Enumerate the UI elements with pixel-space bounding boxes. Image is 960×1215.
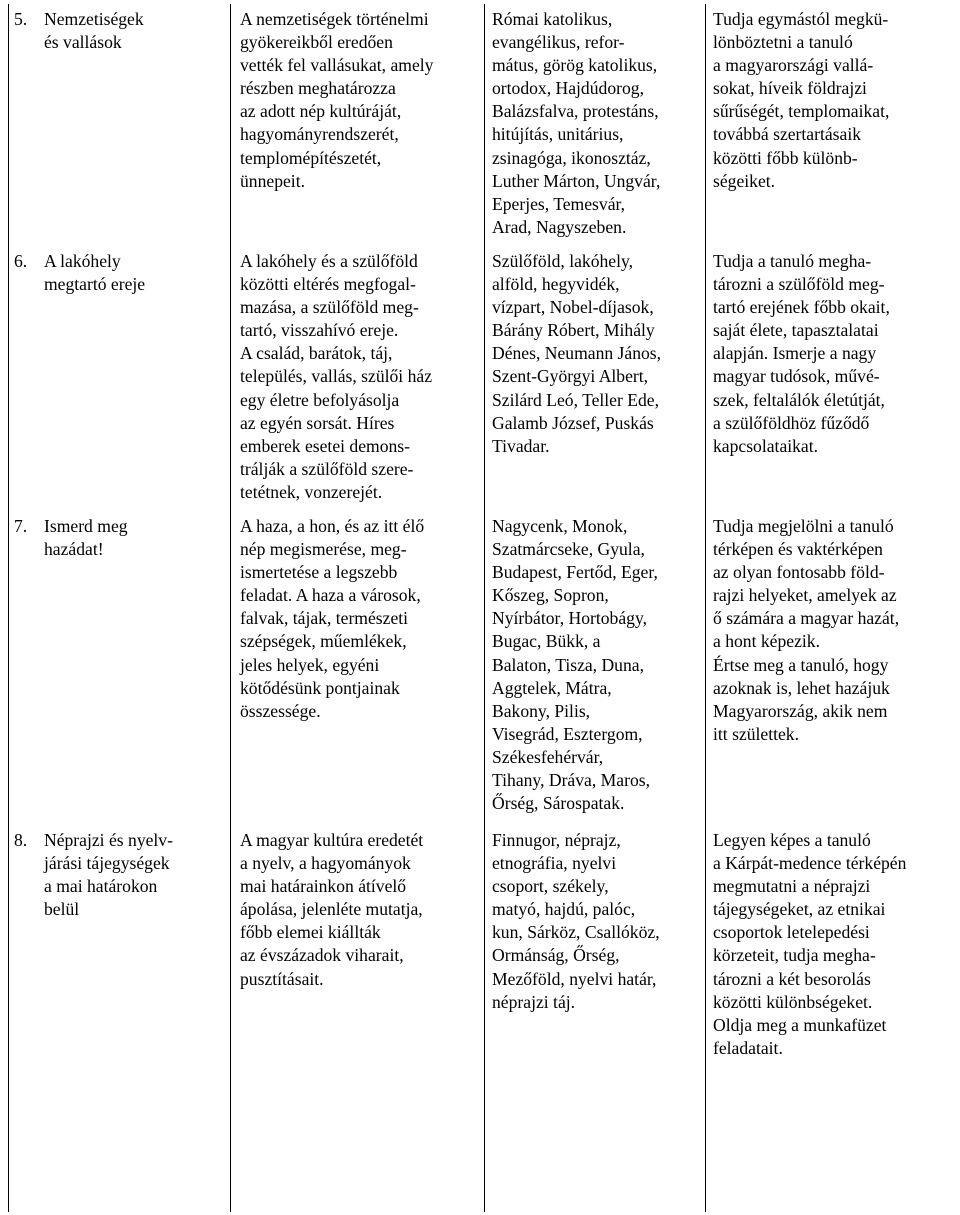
requirements-cell: Tudja egymástól megkü- lönböztetni a tanuló a magyarországi vallá- sokat, híveik földrajzi sűrűségét, templomaikat, továbbá szertartásaik közötti főbb különb- ségeiket. — [713, 9, 890, 191]
topic-title: A lakóhely megtartó ereje — [44, 251, 146, 295]
topic-number: 5. — [14, 9, 28, 29]
concepts-cell: Nagycenk, Monok, Szatmárcseke, Gyula, Budapest, Fertőd, Eger, Kőszeg, Sopron, Nyírbátor, Hortobágy, Bugac, Bükk, a Balaton, Tisza, Duna, Aggtelek, Mátra, Bakony, Pilis, Visegrád, Esztergom, Székesfehérvár, Tihany, Dráva, Maros, Őrség, Sárospatak. — [492, 516, 658, 814]
curriculum-table-page — [8, 4, 959, 1212]
topic-number: 8. — [14, 830, 28, 850]
concepts-cell: Szülőföld, lakóhely, alföld, hegyvidék, vízpart, Nobel-díjasok, Bárány Róbert, Mihály Dénes, Neumann János, Szent-Györgyi Albert, Szilárd Leó, Teller Ede, Galamb József, Puskás Tivadar. — [492, 251, 662, 456]
topic-row-7 — [14, 515, 128, 561]
column-topic — [9, 4, 231, 1212]
content-cell: A haza, a hon, és az itt élő nép megismerése, meg- ismertetése a legszebb feladat. A haza a városok, falvak, tájak, természeti szépségek, műemlékek, jeles helyek, egyéni kötődésünk pontjainak összessége. — [240, 516, 425, 721]
concepts-cell: Finnugor, néprajz, etnográfia, nyelvi csoport, székely, matyó, hajdú, palóc, kun, Sárköz, Csallóköz, Ormánság, Őrség, Mezőföld, nyelvi határ, néprajzi táj. — [492, 830, 660, 1012]
topic-row-5 — [14, 8, 144, 54]
content-cell: A lakóhely és a szülőföld közötti eltérés megfogal- mazása, a szülőföld meg- tartó, visszahívó ereje. A család, barátok, táj, település, vallás, szülői ház egy életre befolyásolja az egyén sorsát. Híres emberek esetei demons- trálják a szülőföld szere- tetétnek, vonzerejét. — [240, 251, 433, 502]
topic-row-8 — [14, 829, 173, 921]
topic-title: Nemzetiségek és vallások — [44, 9, 144, 53]
content-cell: A nemzetiségek történelmi gyökereikből eredően vették fel vallásukat, amely részben meghatározza az adott nép kultúráját, hagyományrendszerét, templomépítészetét, ünnepeit. — [240, 9, 434, 191]
topic-row-6 — [14, 250, 145, 296]
topic-title: Néprajzi és nyelv- járási tájegységek a mai határokon belül — [44, 830, 173, 920]
concepts-cell: Római katolikus, evangélikus, refor- mátus, görög katolikus, ortodox, Hajdúdorog, Balázsfalva, protestáns, hitújítás, unitárius, zsinagóga, ikonosztáz, Luther Márton, Ungvár, Eperjes, Temesvár, Arad, Nagyszeben. — [492, 9, 661, 237]
topic-number: 7. — [14, 516, 28, 536]
requirements-cell: Tudja megjelölni a tanuló térképen és vaktérképen az olyan fontosabb föld- rajzi helyeket, amelyek az ő számára a magyar hazát, a hont képezik. Értse meg a tanuló, hogy azoknak is, lehet hazájuk Magyarország, akik nem itt születtek. — [713, 516, 900, 744]
topic-title: Ismerd meg hazádat! — [44, 516, 128, 560]
requirements-cell: Legyen képes a tanuló a Kárpát-medence térképén megmutatni a néprajzi tájegységeket, az etnikai csoportok letelepedési körzeteit, tudja megha- tározni a két besorolás közötti különbségeket. Oldja meg a munkafüzet feladatait. — [713, 830, 907, 1058]
requirements-cell: Tudja a tanuló megha- tározni a szülőföld meg- tartó erejének főbb okait, saját élete, tapasztalatai alapján. Ismerje a nagy magyar tudósok, művé- szek, feltalálók életútját, a szülőföldhöz fűződő kapcsolataikat. — [713, 251, 890, 456]
topic-number: 6. — [14, 251, 28, 271]
content-cell: A magyar kultúra eredetét a nyelv, a hagyományok mai határainkon átívelő ápolása, jelenléte mutatja, főbb elemei kiállták az évszázadok viharait, pusztításait. — [240, 830, 424, 989]
